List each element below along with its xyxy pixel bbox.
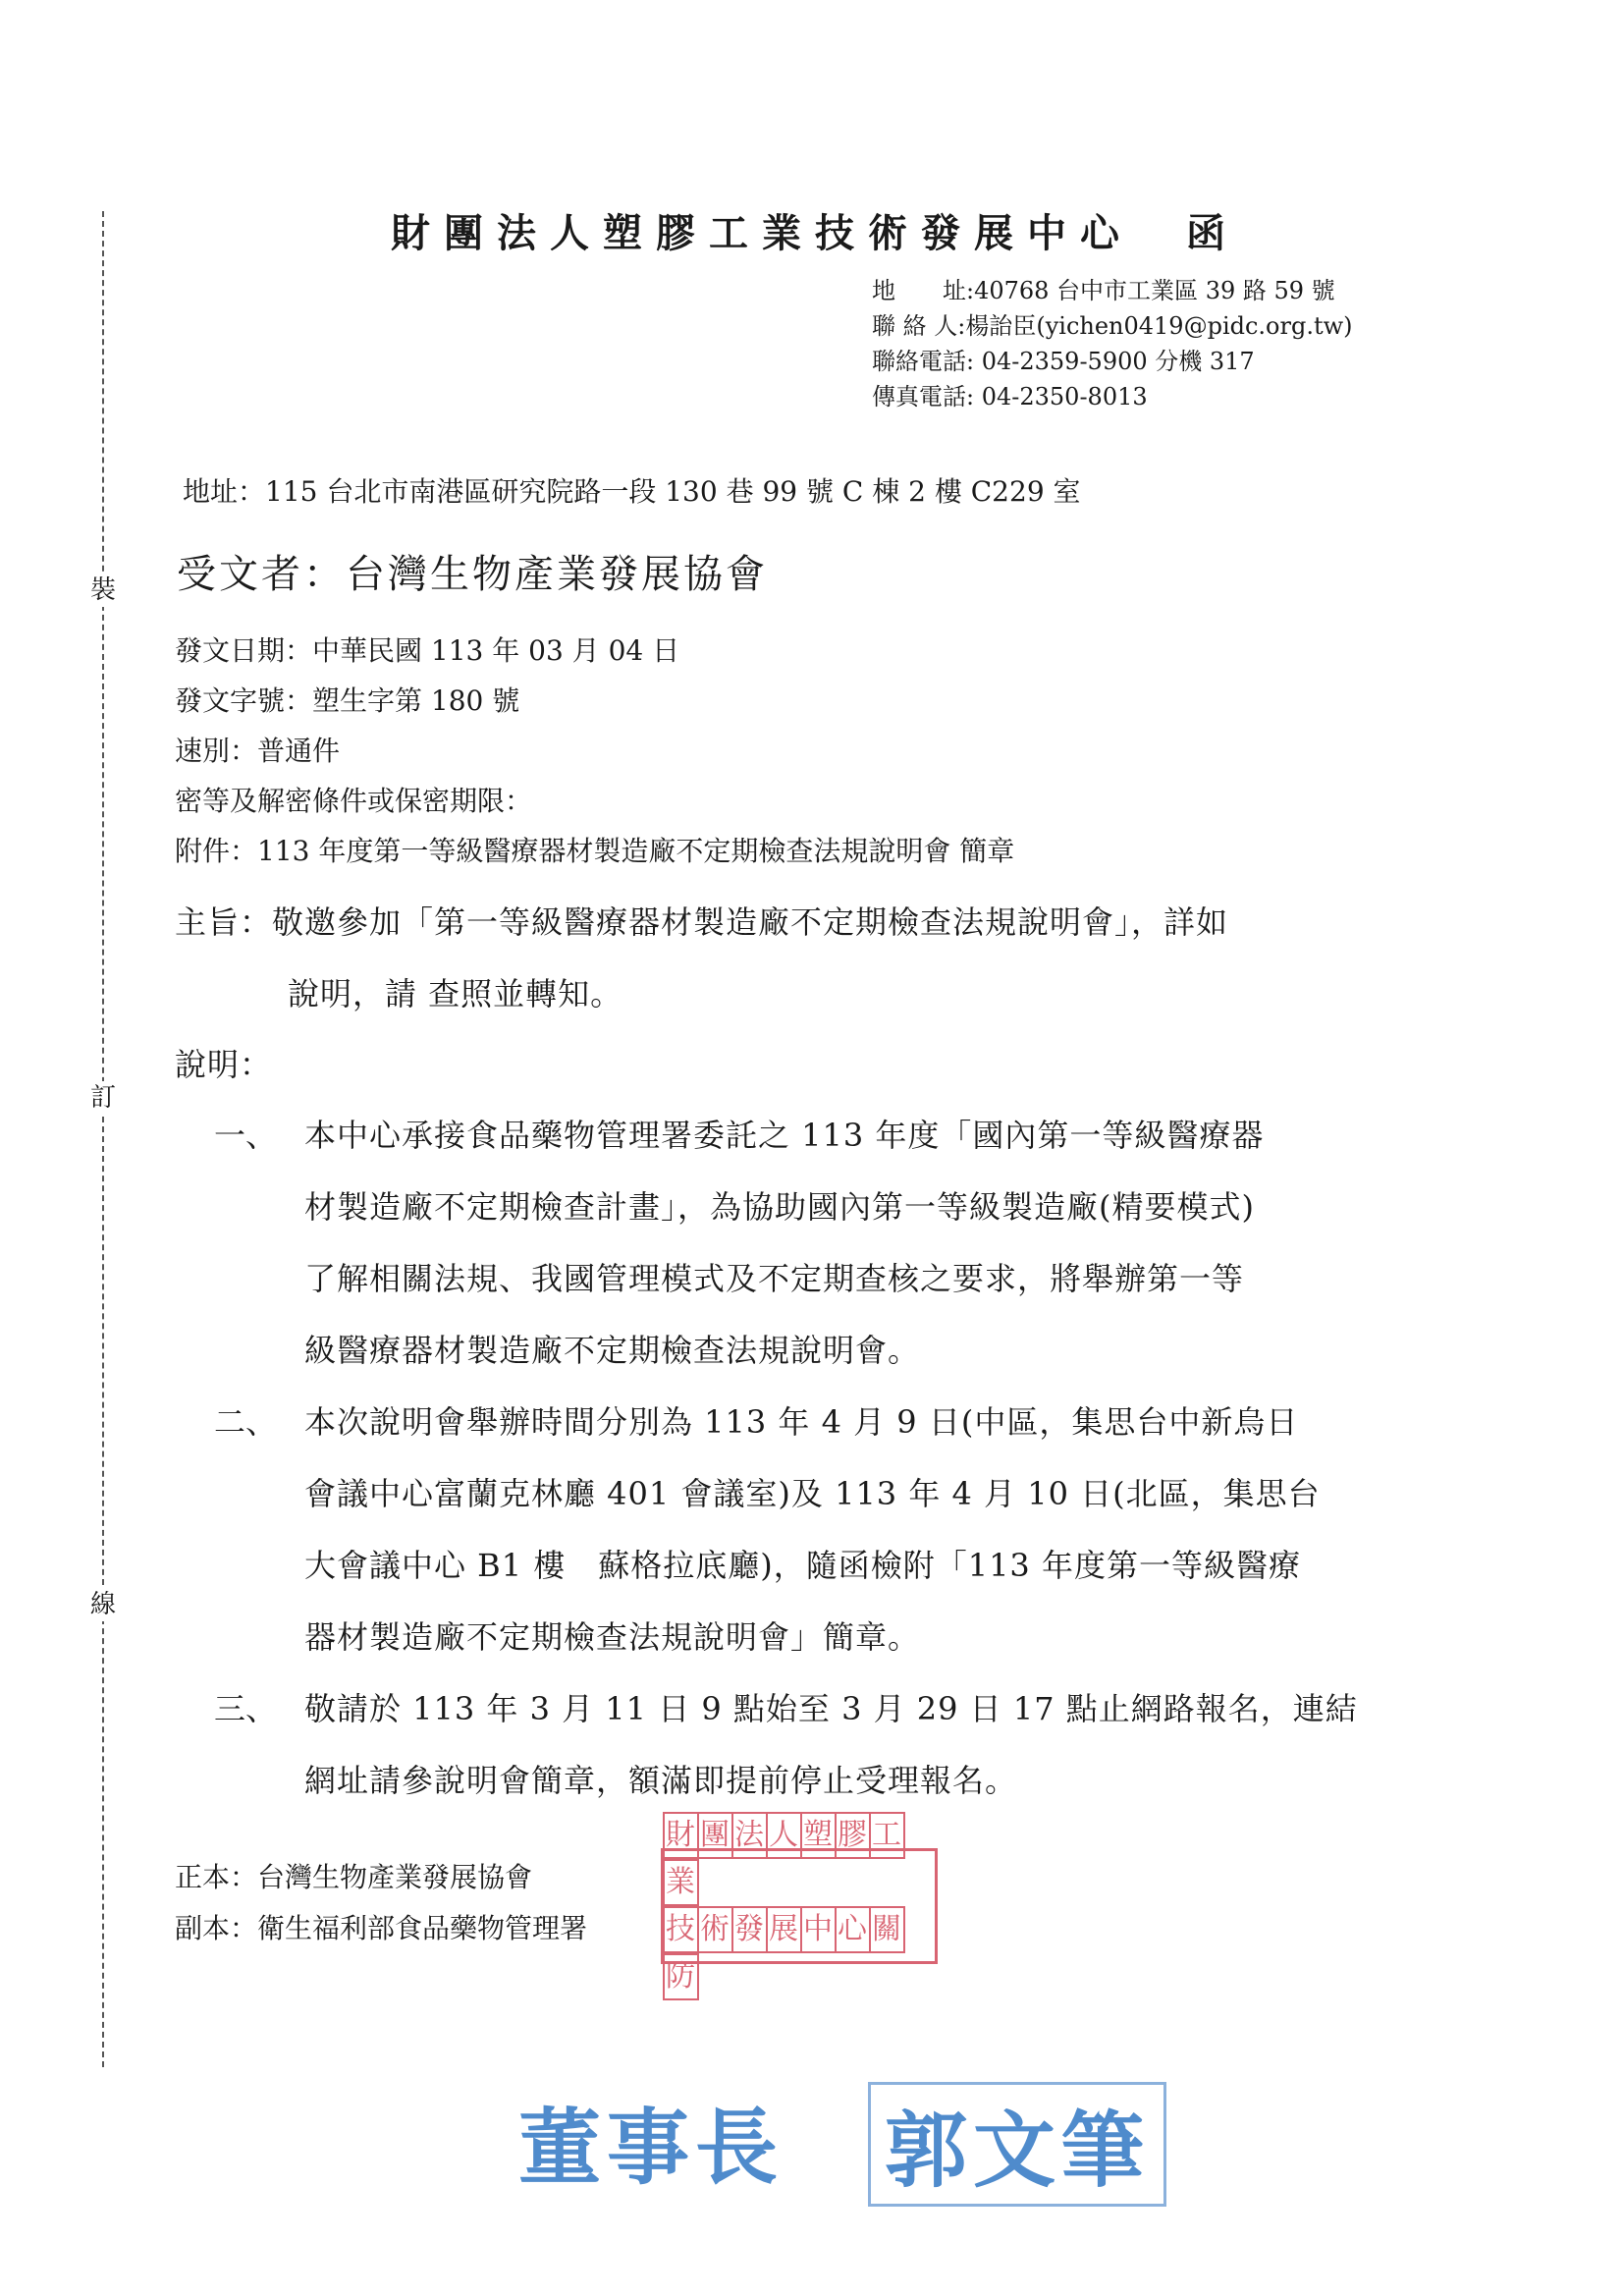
explanation-label: 說明：	[175, 1046, 273, 1083]
contact-phone: 聯絡電話: 04-2359-5900 分機 317	[872, 348, 1255, 375]
document-title: 財團法人塑膠工業技術發展中心 函	[391, 210, 1239, 256]
official-seal	[661, 1818, 938, 1994]
item-1-number: 一、	[214, 1117, 278, 1154]
item-2-line-1: 本次說明會舉辦時間分別為 113 年 4 月 9 日(中區，集思台中新烏日	[304, 1403, 1299, 1441]
item-2-line-3: 大會議中心 B1 樓 蘇格拉底廳)，隨函檢附「113 年度第一等級醫療	[304, 1547, 1301, 1584]
contact-address: 地 址:40768 台中市工業區 39 路 59 號	[872, 277, 1335, 304]
seal-row-1: 財 團 法 人 塑 膠 工業	[664, 1812, 935, 1906]
item-3-line-1: 敬請於 113 年 3 月 11 日 9 點始至 3 月 29 日 17 點止網路報名，連結	[304, 1690, 1358, 1727]
original-recipient: 正本：台灣生物產業發展協會	[175, 1861, 533, 1893]
confidentiality: 密等及解密條件或保密期限：	[175, 785, 533, 817]
subject-line-1: 主旨：敬邀參加「第一等級醫療器材製造廠不定期檢查法規說明會」，詳如	[175, 903, 1229, 941]
contact-person: 聯 絡 人:楊詒臣(yichen0419@pidc.org.tw)	[872, 312, 1353, 340]
item-3-number: 三、	[214, 1690, 278, 1727]
copy-recipient: 副本：衛生福利部食品藥物管理署	[175, 1912, 588, 1944]
item-1-line-2: 材製造廠不定期檢查計畫」，為協助國內第一等級製造廠(精要模式)	[304, 1188, 1255, 1226]
subject-line-2: 說明，請 查照並轉知。	[288, 975, 623, 1012]
item-2-line-4: 器材製造廠不定期檢查法規說明會」簡章。	[304, 1618, 921, 1656]
issue-date: 發文日期：中華民國 113 年 03 月 04 日	[175, 634, 680, 667]
item-1-line-4: 級醫療器材製造廠不定期檢查法規說明會。	[304, 1332, 921, 1369]
chairman-name-stamp: 郭文筆	[868, 2082, 1166, 2207]
chairman-title-stamp: 董事長	[518, 2099, 784, 2196]
item-1-line-3: 了解相關法規、我國管理模式及不定期查核之要求，將舉辦第一等	[304, 1260, 1245, 1297]
recipient-address: 地址：115 台北市南港區研究院路一段 130 巷 99 號 C 棟 2 樓 C229 室	[183, 475, 1081, 508]
urgency: 速別：普通件	[175, 735, 341, 767]
binding-mark-xian: 線	[89, 1590, 116, 1619]
seal-row-2: 技 術 發 展 中 心 關防	[664, 1906, 935, 2000]
item-2-line-2: 會議中心富蘭克林廳 401 會議室)及 113 年 4 月 10 日(北區，集思台	[304, 1475, 1321, 1512]
binding-mark-zhuang: 裝	[89, 575, 116, 605]
binding-line	[102, 211, 104, 2067]
attachment: 附件：113 年度第一等級醫療器材製造廠不定期檢查法規說明會 簡章	[175, 835, 1015, 867]
recipient: 受文者：台灣生物產業發展協會	[177, 552, 768, 597]
document-number: 發文字號：塑生字第 180 號	[175, 684, 520, 717]
binding-mark-ding: 訂	[89, 1083, 116, 1113]
item-2-number: 二、	[214, 1403, 278, 1441]
item-1-line-1: 本中心承接食品藥物管理署委託之 113 年度「國內第一等級醫療器	[304, 1117, 1265, 1154]
contact-fax: 傳真電話: 04-2350-8013	[872, 383, 1148, 410]
item-3-line-2: 網址請參說明會簡章，額滿即提前停止受理報名。	[304, 1762, 1018, 1799]
